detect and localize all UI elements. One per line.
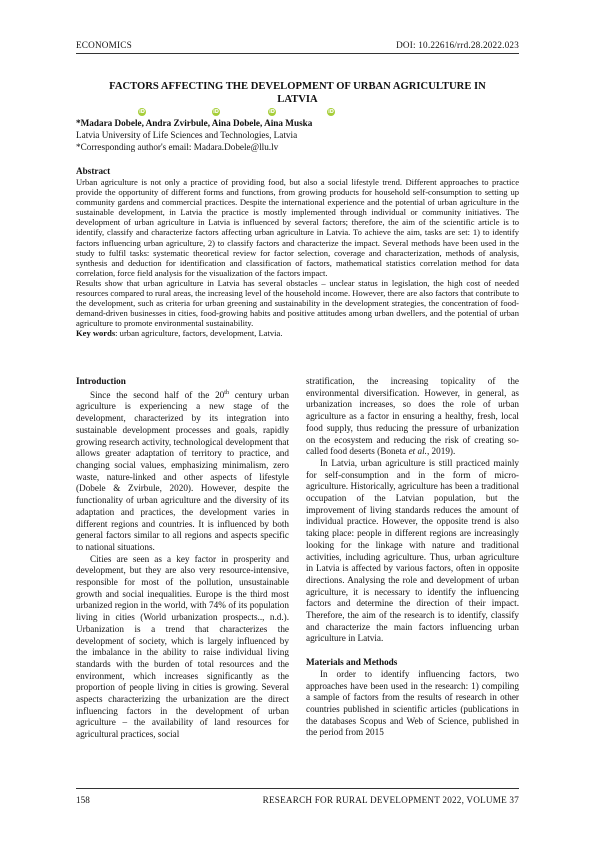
- abstract-paragraph: Results show that urban agriculture in Latvia has several obstacles – unclear status in legislation, the high cost of needed resources compared to rural areas, the increasing level of the household income. However, there are also factors that contribute to the development, such as criteria for urban greening and sustainability in the development strategies, the concentration of food-demand-driven businesses in cities, food-growing habits and positive attitudes among urban dwellers, and the potential of urban agriculture to promote environmental sustainability.: [76, 277, 519, 329]
- corresponding-author: *Corresponding author's email: Madara.Dobele@llu.lv: [76, 142, 279, 152]
- page-number: 158: [76, 795, 90, 805]
- body-paragraph: Since the second half of the 20th century urban agriculture is experiencing a new stage of the development, characterized by its integration into sustainable development processes and goals, rapidly growing research activity, technological development that allows greater adaptation of territory to practice, and changing social values, emphasizing minimalism, zero waste, nature-linked and other aspects of lifestyle (Dobele & Zvirbule, 2020). However, despite the functionality of urban agriculture and the diversity of its adaptation and practices, the development varies in different regions and countries. It is influenced by both general factors similar to all regions and aspects specific to national situations.: [76, 389, 290, 552]
- orcid-icon[interactable]: iD: [269, 109, 275, 115]
- body-paragraph: In Latvia, urban agriculture is still practiced mainly for self-consumption and in the form of micro-agriculture. Historically, agriculture has been a traditional occupation of the Latvian population, but the improvement of living standards reduces the amount of individual practice. However, the opposite trend is also taking place: people in different regions are increasingly looking for the linkage with nature and traditional activities, including agriculture. Thus, urban agriculture in Latvia is affected by various factors, often in opposite directions. Analysing the role and development of urban agriculture, it is necessary to identify the influencing factors and determine the direction of their impact. Therefore, the aim of the research is to identify, classify and characterize the main factors influencing urban agriculture in Latvia.: [306, 457, 519, 644]
- orcid-icon[interactable]: iD: [328, 109, 334, 115]
- journal-footer: RESEARCH FOR RURAL DEVELOPMENT 2022, VOLUME 37: [262, 795, 519, 805]
- body-paragraph: Cities are seen as a key factor in prosperity and development, but they are also very resource-intensive, responsible for most of the pollution, unsustainable growth and social inequalities. Europe is the third most urbanized region in the world, with 74% of its population living in cities (World urbanization prospects.., n.d.). Urbanization is a trend that characterizes the development of society, which is largely influenced by the imbalance in the ability to raise individual living standards with the burden of total resources and the environment, which increases significantly as the proportion of people living in cities is growing. Several aspects characterizing the urbanization are the direct influencing factors in the development of urban agriculture – the availability of land resources for agricultural practices, social: [76, 553, 289, 740]
- abstract-body: [76, 177, 519, 339]
- journal-section-label: ECONOMICS: [76, 40, 132, 50]
- header-rule: [76, 53, 519, 54]
- abstract-heading: Abstract: [76, 166, 111, 176]
- orcid-icon[interactable]: iD: [213, 109, 219, 115]
- author-list: *Madara Dobele, Andra Zvirbule, Aina Dobele, Aina Muska: [76, 118, 313, 128]
- right-column: [306, 376, 519, 739]
- body-paragraph: stratification, the increasing topicality of the environmental diversification. However, in general, as urbanization increases, so does the role of urban agriculture as a factor in ensuring a healthy, fresh, local food supply, thus reducing the pressure of urbanization on the ecosystem and reducing the risk of creating so-called food deserts (Boneta et al., 2019).: [306, 376, 519, 457]
- affiliation: Latvia University of Life Sciences and Technologies, Latvia: [76, 130, 298, 140]
- keywords-label: Key words: [76, 328, 116, 339]
- section-heading-methods: Materials and Methods: [306, 657, 398, 668]
- keywords-text: : urban agriculture, factors, development, Latvia.: [115, 328, 283, 339]
- orcid-icon[interactable]: iD: [139, 109, 145, 115]
- doi-label: DOI: 10.22616/rrd.28.2022.023: [396, 40, 519, 50]
- abstract-paragraph: Urban agriculture is not only a practice of providing food, but also a social lifestyle trend. Different approaches to practice provide the opportunity of different forms and functions, from growing products for household self-consumption to setting up community gardens and commercial practices. Despite the international experience and the potential of urban agriculture in the sustainable development, in Latvia the practice is mostly implemented through individual or community initiatives. The development of urban agriculture in Latvia is influenced by several factors; therefore, the aim of the scientific article is to identify, classify and characterize factors affecting urban agriculture in Latvia. To achieve the aim, tasks are set: 1) to identify factors influencing urban agriculture, 2) to classify factors and characterize the impact. Several methods have been used in the study to fulfil tasks: systematic theoretical review for factor selection, coverage and characterization, methods of analysis, synthesis and deduction for identification and classification of factors, mathematical statistics correlation method for data correlation, force field analysis for the visualization of the factors impact.: [76, 177, 519, 278]
- body-paragraph: In order to identify influencing factors, two approaches have been used in the research: 1) compiling a sample of factors from the results of research in other countries published in scientific articles (publications in the databases Scopus and Web of Science, published in the period from 2015: [306, 668, 519, 738]
- section-heading-introduction: Introduction: [76, 376, 126, 386]
- left-column: [76, 376, 289, 741]
- keywords: [76, 328, 519, 338]
- footer-rule: [76, 788, 519, 789]
- paper-title: FACTORS AFFECTING THE DEVELOPMENT OF URBAN AGRICULTURE IN LATVIA: [109, 81, 486, 105]
